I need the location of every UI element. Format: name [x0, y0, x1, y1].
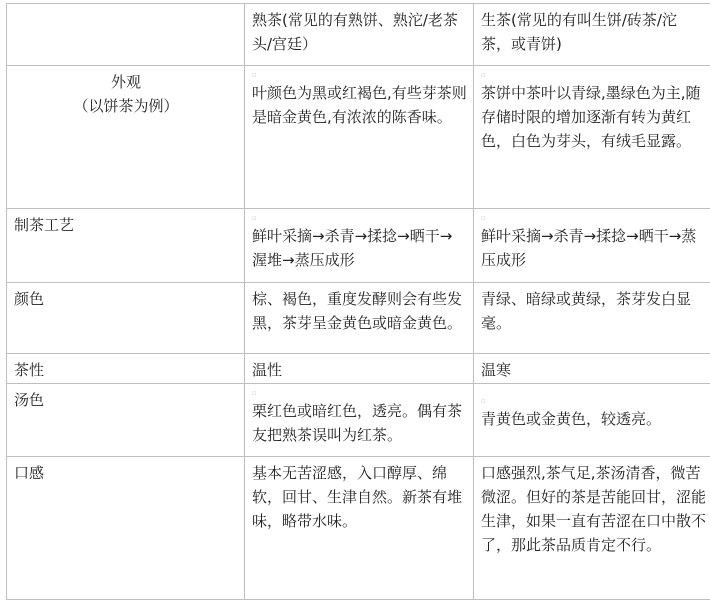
shu-cha-text: 栗红色或暗红色，透亮。偶有茶友把熟茶误叫为红茶。: [252, 399, 467, 447]
shu-cha-text: 棕、褐色，重度发酵则会有些发黑，茶芽呈金黄色或暗金黄色。: [245, 283, 474, 354]
shu-cha-cell: [245, 384, 474, 457]
table-row-process: [7, 209, 710, 283]
sheng-cha-cell: [474, 66, 710, 209]
row-label: 茶性: [7, 354, 245, 384]
row-label: 制茶工艺: [7, 209, 245, 283]
table-row-nature: [7, 354, 710, 384]
header-shu-cha: 熟茶(常见的有熟饼、熟沱/老茶头/宫廷）: [245, 4, 474, 66]
sheng-cha-cell: [474, 209, 710, 283]
shu-cha-text: 鲜叶采摘→杀青→揉捻→晒干→渥堆→蒸压成形: [252, 224, 467, 272]
shu-cha-text: 基本无苦涩感，入口醇厚、绵软，回甘、生津自然。新茶有堆味，略带水味。: [245, 457, 474, 600]
table-row-liquor-color: [7, 384, 710, 457]
tea-comparison-table: [6, 3, 710, 600]
sheng-cha-text: 口感强烈,茶气足,茶汤清香，微苦微涩。但好的茶是苦能回甘，涩能生津，如果一直有苦涩在口中散不了，那此茶品质肯定不行。: [474, 457, 710, 600]
sheng-cha-text: 温寒: [474, 354, 710, 384]
edit-mark-icon: ▫: [481, 396, 706, 407]
shu-cha-text: 温性: [245, 354, 474, 384]
table-row-taste: [7, 457, 710, 600]
edit-mark-icon: ▫: [481, 70, 706, 81]
row-label: 口感: [7, 457, 245, 600]
sheng-cha-cell: [474, 384, 710, 457]
row-label: 外观: [14, 70, 238, 94]
table-row-appearance: [7, 66, 710, 209]
row-label-cell: [7, 66, 245, 209]
sheng-cha-text: 青黄色或金黄色，较透亮。: [481, 407, 706, 431]
edit-mark-icon: ▫: [481, 213, 706, 224]
row-label: 汤色: [7, 384, 245, 457]
table-row-color: [7, 283, 710, 354]
sheng-cha-text: 青绿、暗绿或黄绿，茶芽发白显毫。: [474, 283, 710, 354]
row-label: 颜色: [7, 283, 245, 354]
table-header-row: [7, 4, 710, 66]
shu-cha-cell: [245, 209, 474, 283]
sheng-cha-text: 鲜叶采摘→杀青→揉捻→晒干→蒸压成形: [481, 224, 706, 272]
shu-cha-cell: [245, 66, 474, 209]
header-sheng-cha: 生茶(常见的有叫生饼/砖茶/沱茶，或青饼): [474, 4, 710, 66]
spacer: [481, 388, 706, 396]
row-sublabel: （以饼茶为例）: [14, 94, 238, 118]
sheng-cha-text: 茶饼中茶叶以青绿,墨绿色为主,随存储时限的增加逐渐有转为黄红色，白色为芽头，有绒毛显露。: [481, 81, 706, 153]
edit-mark-icon: ▫: [252, 213, 467, 224]
edit-mark-icon: ▫: [252, 70, 467, 81]
edit-mark-icon: ▫: [252, 388, 467, 399]
header-corner-cell: [7, 4, 245, 66]
shu-cha-text: 叶颜色为黑或红褐色,有些芽茶则是暗金黄色,有浓浓的陈香味。: [252, 81, 467, 129]
